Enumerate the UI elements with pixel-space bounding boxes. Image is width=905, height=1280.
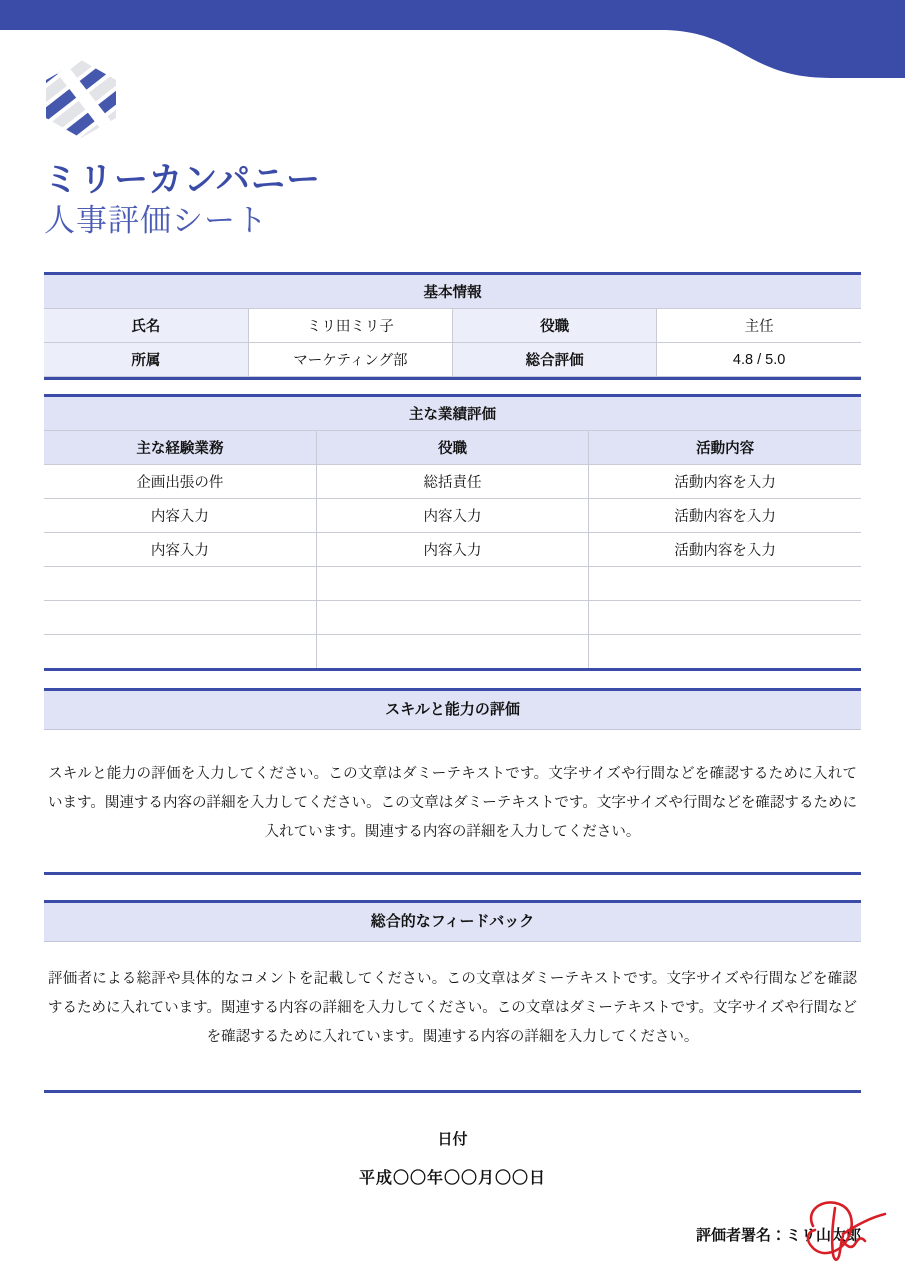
table-row xyxy=(44,533,861,567)
footer-section xyxy=(44,1128,861,1244)
table-row xyxy=(44,343,861,377)
position-label: 役職 xyxy=(453,309,657,343)
name-value[interactable]: ミリ田ミリ子 xyxy=(248,309,452,343)
cell-position[interactable] xyxy=(316,567,588,601)
achievements-band-title: 主な業績評価 xyxy=(44,397,861,431)
feedback-band-title: 総合的なフィードバック xyxy=(44,903,861,942)
skills-body-wrapper xyxy=(44,760,861,847)
cell-position[interactable]: 内容入力 xyxy=(316,499,588,533)
cell-experience[interactable] xyxy=(44,567,316,601)
table-row xyxy=(44,499,861,533)
signature-row xyxy=(696,1224,861,1245)
position-value[interactable]: 主任 xyxy=(657,309,861,343)
skills-body-text[interactable]: スキルと能力の評価を入力してください。この文章はダミーテキストです。文字サイズや行間などを確認するために入れています。関連する内容の詳細を入力してください。この文章はダミーテキストです。文字サイズや行間などを確認するために入れています。関連する内容の詳細を入力してください。 xyxy=(48,766,857,840)
column-header-experience: 主な経験業務 xyxy=(44,431,316,465)
document-title: 人事評価シート xyxy=(44,203,268,239)
cell-activity[interactable] xyxy=(589,601,861,635)
date-label: 日付 xyxy=(437,1131,468,1148)
basic-info-table xyxy=(44,275,861,377)
cell-activity[interactable]: 活動内容を入力 xyxy=(589,499,861,533)
table-header-row xyxy=(44,431,861,465)
table-row xyxy=(44,465,861,499)
table-band-row xyxy=(44,397,861,431)
cell-position[interactable] xyxy=(316,635,588,669)
department-value[interactable]: マーケティング部 xyxy=(248,343,452,377)
cell-position[interactable]: 総括責任 xyxy=(316,465,588,499)
skills-band-wrapper xyxy=(44,688,861,730)
table-row xyxy=(44,635,861,669)
overall-rating-label: 総合評価 xyxy=(453,343,657,377)
name-label: 氏名 xyxy=(44,309,248,343)
cell-experience[interactable]: 内容入力 xyxy=(44,499,316,533)
cell-experience[interactable]: 企画出張の件 xyxy=(44,465,316,499)
basic-info-section xyxy=(44,272,861,380)
cell-experience[interactable] xyxy=(44,635,316,669)
achievements-table xyxy=(44,397,861,668)
brand-block xyxy=(44,60,321,239)
hexagon-stripes-logo-icon xyxy=(44,60,118,138)
basic-info-band-title: 基本情報 xyxy=(44,275,861,309)
skills-band-title: スキルと能力の評価 xyxy=(44,691,861,730)
table-band-row xyxy=(44,275,861,309)
skills-section-bottom-rule xyxy=(44,872,861,875)
overall-rating-value[interactable]: 4.8 / 5.0 xyxy=(657,343,861,377)
table-row xyxy=(44,567,861,601)
cell-activity[interactable]: 活動内容を入力 xyxy=(589,533,861,567)
cell-experience[interactable]: 内容入力 xyxy=(44,533,316,567)
column-header-position: 役職 xyxy=(316,431,588,465)
cell-activity[interactable]: 活動内容を入力 xyxy=(589,465,861,499)
department-label: 所属 xyxy=(44,343,248,377)
cell-position[interactable]: 内容入力 xyxy=(316,533,588,567)
signature-label: 評価者署名：ミリ山太郎 xyxy=(695,1227,861,1244)
cell-activity[interactable] xyxy=(589,567,861,601)
feedback-section-bottom-rule xyxy=(44,1090,861,1093)
table-row xyxy=(44,309,861,343)
column-header-activity: 活動内容 xyxy=(589,431,861,465)
feedback-band-wrapper xyxy=(44,900,861,942)
feedback-body-text[interactable]: 評価者による総評や具体的なコメントを記載してください。この文章はダミーテキストです。文字サイズや行間などを確認するために入れています。関連する内容の詳細を入力してください。この文章はダミーテキストです。文字サイズや行間などを確認するために入れています。関連する内容の詳細を入力してください。 xyxy=(48,971,857,1045)
achievements-section xyxy=(44,394,861,671)
date-value[interactable]: 平成〇〇年〇〇月〇〇日 xyxy=(358,1170,546,1187)
cell-activity[interactable] xyxy=(589,635,861,669)
feedback-body-wrapper xyxy=(44,965,861,1052)
company-name: ミリーカンパニー xyxy=(44,161,321,199)
cell-position[interactable] xyxy=(316,601,588,635)
table-row xyxy=(44,601,861,635)
cell-experience[interactable] xyxy=(44,601,316,635)
